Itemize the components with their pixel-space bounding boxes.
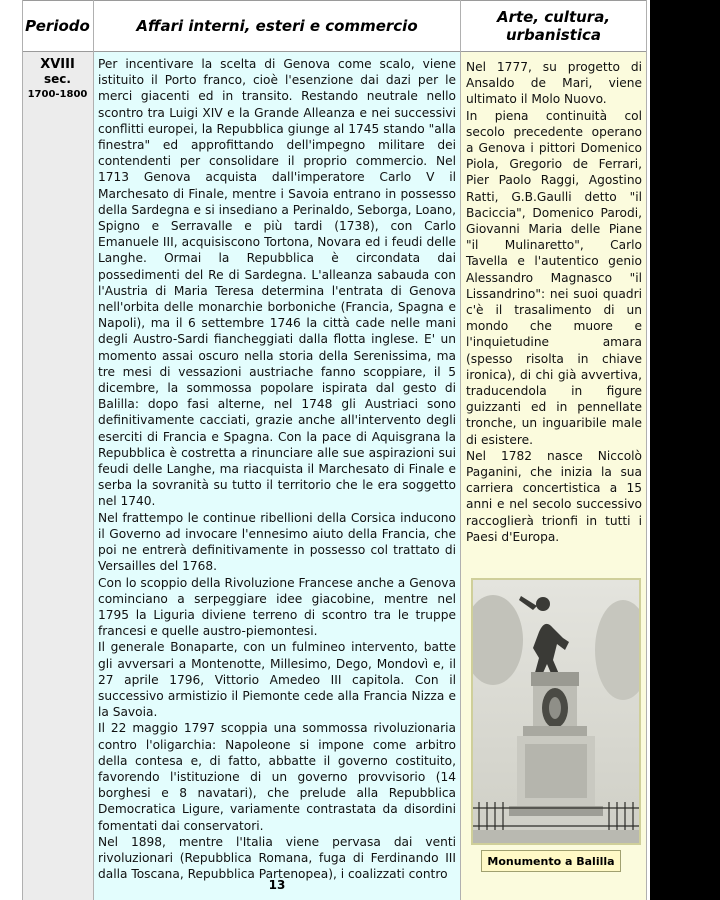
affairs-paragraph: Per incentivare la scelta di Genova come scalo, viene istituito il Porto franco, cioè l'esenzione dai dazi per le merci giacenti ed in transito. Restando neutrale nello scontro tra Luigi XIV e la Grande Alleanza e nei successivi conflitti europei, la Repubblica giunge al 1745 stando "alla finestra" ed approfittando dell'impegno militare dei contendenti per consolidare il proprio commercio. Nel 1713 Genova acquista dall'imperatore Carlo V il Marchesato di Finale, mentre i Savoia entrano in possesso della Sardegna e si insediano a Perinaldo, Seborga, Loano, Spigno e Serravalle e più tardi (1738), con Carlo Emanuele III, acquisiscono Tortona, Novara ed i feudi delle Langhe. Ormai la Repubblica è circondata dai possedimenti del Re di Sardegna. L'alleanza sabauda con l'Austria di Maria Teresa determina l'entrata di Genova nell'orbita delle monarchie borboniche (Francia, Spagna e Napoli), ma il 6 settembre 1746 la città cade nelle mani degli Austro-Sardi fiancheggiati dalla flotta inglese. E' un momento assai oscuro nella storia della Serenissima, ma tre mesi di vessazioni austriache fanno scoppiare, il 5 dicembre, la sommossa popolare ispirata dal gesto di Balilla: dopo fasi alterne, nel 1748 gli Austriaci sono definitivamente cacciati, grazie anche all'intervento degli eserciti di Francia e Spagna. Con la pace di Aquisgrana la Repubblica è costretta a rinunciare alle sue aspirazioni sui feudi delle Langhe, ma riacquista il Marchesato di Finale e serba la sovranità su tutto il territorio che le era soggetto nel 1740. [98,57,456,509]
period-sec-label: sec. [44,72,71,86]
affairs-paragraph: Nel frattempo le continue ribellioni della Corsica inducono il Governo ad invocare l'ennesimo aiuto della Francia, che poi ne entrerà definitivamente in possesso col trattato di Versailles del 1768. [98,510,456,574]
table-right-border [646,0,647,900]
header-affairs [94,1,461,51]
table-left-border [22,0,23,900]
photo-caption [481,850,621,872]
arts-paragraph: Nel 1777, su progetto di Ansaldo de Mari, viene ultimato il Molo Nuovo. [466,60,642,107]
arts-paragraph: In piena continuità col secolo precedente operano a Genova i pittori Domenico Piola, Gregorio de Ferrari, Pier Paolo Raggi, Agostino Ratti, G.B.Gaulli detto "il Baciccia", Domenico Parodi, Giovanni Maria delle Piane "il Mulinaretto", Carlo Tavella e l'autentico genio Alessandro Magnasco "il Lissandrino": nei suoi quadri c'è il trasalimento di un mondo che muore e l'inquietudine amara (spesso risolta in chiave ironica), di chi già avvertiva, traducendola in figure guizzanti ed in pennellate tronche, un inguaribile male di esistere. [466,108,642,447]
arts-text [466,59,642,545]
table-top-border [22,0,647,1]
column-divider-2 [460,0,461,900]
arts-paragraph: Nel 1782 nasce Niccolò Paganini, che inizia la sua carriera concertistica a 15 anni e nel secolo successivo raccoglierà trionfi in tutti i Paesi d'Europa. [466,448,642,544]
monument-illustration [473,580,639,843]
page-number: 13 [268,878,286,892]
header-period [22,1,94,51]
header-arts-line2: urbanistica [505,26,601,44]
affairs-text [98,56,456,882]
affairs-paragraph: Nel 1898, mentre l'Italia viene pervasa dai venti rivoluzionari (Repubblica Romana, fuga di Ferdinando III dalla Toscana, Repubblica Partenopea), i coalizzati contro [98,834,456,882]
header-divider [22,51,647,52]
header-affairs-label: Affari interni, esteri e commercio [136,17,418,35]
header-period-label: Periodo [25,17,90,35]
affairs-paragraph: Il 22 maggio 1797 scoppia una sommossa rivoluzionaria contro l'oligarchia: Napoleone si impone come arbitro della contesa e, di fatto, abbatte il governo costituito, favorendo l'istituzione di un governo provvisorio (14 borghesi e 8 navatari), che prelude alla Repubblica Democratica Ligure, variamente contrastata da disordini fomentati dai conservatori. [98,721,456,833]
header-arts [461,1,647,51]
period-century: XVIII [40,57,75,72]
affairs-paragraph: Il generale Bonaparte, con un fulmineo intervento, batte gli avversari a Montenotte, Millesimo, Dego, Mondovì e, il 27 aprile 1796, Vittorio Amedeo III capitola. Con il successivo armistizio il Piemonte cede alla Francia Nizza e la Savoia. [98,640,456,720]
column-divider-1 [93,0,94,900]
affairs-paragraph: Con lo scoppio della Rivoluzione Francese anche a Genova cominciano a serpeggiare idee giacobine, mentre nel 1795 la Liguria diviene terreno di scontro tra le truppe francesi e quelle austro-piemontesi. [98,575,456,639]
header-arts-line1: Arte, cultura, [496,8,611,26]
photo-caption-label: Monumento a Balilla [487,854,615,868]
period-cell [22,57,93,102]
period-column [22,52,93,900]
period-years: 1700-1800 [27,89,88,100]
monument-photo [471,578,641,845]
